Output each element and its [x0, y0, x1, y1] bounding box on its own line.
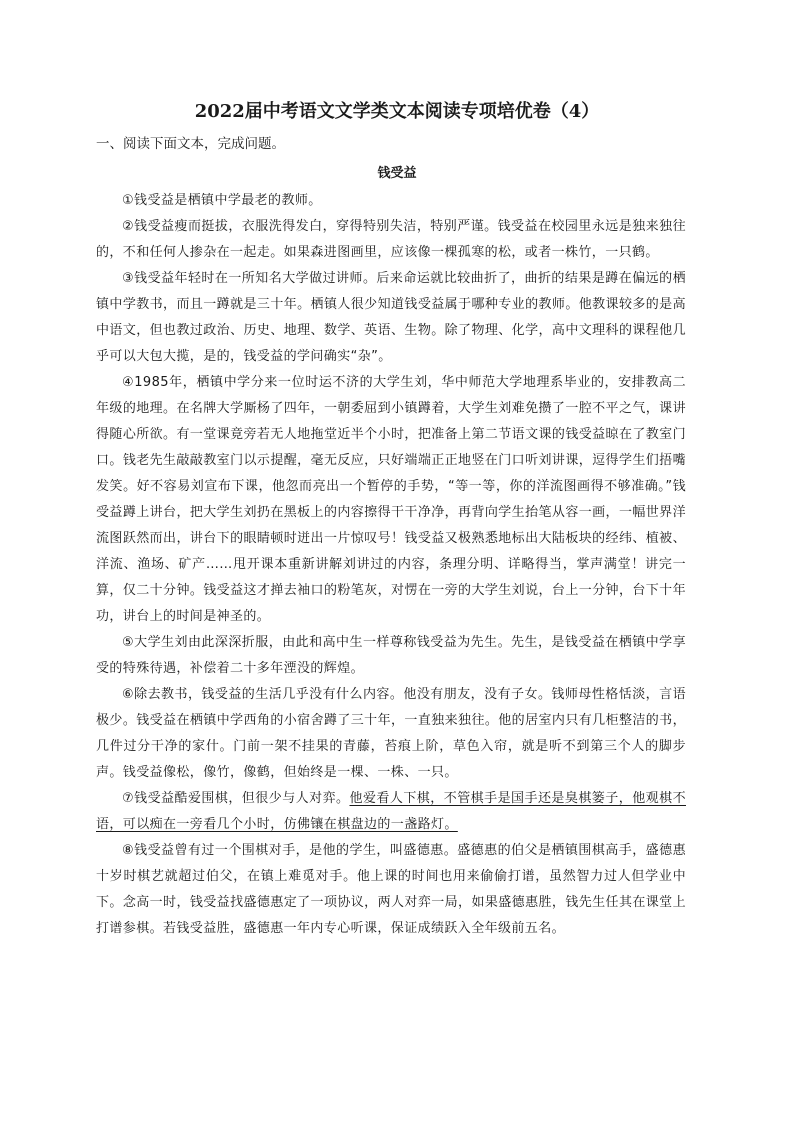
- paragraph-7: [96, 786, 686, 838]
- section-heading: 一、阅读下面文本，完成问题。: [96, 136, 285, 152]
- paragraph-text: ②钱受益瘦而挺拔，衣服洗得发白，穿得特别失洁，特别严谨。钱受益在校园里永远是独来独往的，不和任何人掺杂在一起走。如果森进图画里，应该像一棵孤寒的松，或者一株竹，一只鹤。: [96, 219, 686, 260]
- essay-title: 钱受益: [377, 166, 417, 181]
- paragraph-text: ⑧钱受益曾有过一个围棋对手，是他的学生，叫盛德惠。盛德惠的伯父是栖镇围棋高手，盛德惠十岁时棋艺就超过伯父，在镇上难觅对手。他上课的时间也用来偷偷打谱，虽然智力过人但学业中下。念高一时，钱受益找盛德惠定了一项协议，两人对弈一局，如果盛德惠胜，钱先生任其在课堂上打谱参棋。若钱受益胜，盛德惠一年内专心听课，保证成绩跃入全年级前五名。: [96, 843, 686, 936]
- paragraph-4: [96, 370, 686, 630]
- paragraph-text: ⑦钱受益酷爱围棋，但很少与人对弈。: [122, 791, 350, 806]
- paragraph-text: ①钱受益是栖镇中学最老的教师。: [122, 193, 322, 208]
- paragraph-1: [96, 188, 686, 214]
- paragraph-6: [96, 682, 686, 786]
- paragraph-5: [96, 630, 686, 682]
- paragraph-2: [96, 214, 686, 266]
- underlined-sentence: 他爱看人下棋，不管棋手是国手还是臭棋篓子，他观棋不语，可以痴在一旁看几个小时，仿佛镶在棋盘边的一盏路灯。: [96, 791, 686, 832]
- paragraph-3: [96, 266, 686, 370]
- paragraph-text: ⑤大学生刘由此深深折服，由此和高中生一样尊称钱受益为先生。先生，是钱受益在栖镇中学享受的特殊待遇，补偿着二十多年湮没的辉煌。: [96, 635, 686, 676]
- essay-body: [96, 188, 686, 942]
- document-title: 2022届中考语文文学类文本阅读专项培优卷（4）: [194, 101, 600, 122]
- paragraph-text: ③钱受益年轻时在一所知名大学做过讲师。后来命运就比较曲折了，曲折的结果是蹲在偏远的栖镇中学教书，而且一蹲就是三十年。栖镇人很少知道钱受益属于哪种专业的教师。他教课较多的是高中语文，但也教过政治、历史、地理、数学、英语、生物。除了物理、化学，高中文理科的课程他几乎可以大包大揽，是的，钱受益的学问确实“杂”。: [96, 271, 686, 364]
- paragraph-text: ④1985年，栖镇中学分来一位时运不济的大学生刘，华中师范大学地理系毕业的，安排教高二年级的地理。在名牌大学厮杨了四年，一朝委屈到小镇蹲着，大学生刘难免攒了一腔不平之气，课讲得随心所欲。有一堂课竟旁若无人地拖堂近半个小时，把准备上第二节语文课的钱受益晾在了教室门口。钱老先生敲敲教室门以示提醒，毫无反应，只好端端正正地竖在门口听刘讲课，逗得学生们捂嘴发笑。好不容易刘宣布下课，他忽而亮出一个暂停的手势，“等一等，你的洋流图画得不够准确。”钱受益蹲上讲台，把大学生刘扔在黑板上的内容擦得干干净净，再背向学生抬笔从容一画，一幅世界洋流图跃然而出，讲台下的眼睛顿时迸出一片惊叹号！钱受益又极熟悉地标出大陆板块的经纬、植被、洋流、渔场、矿产……甩开课本重新讲解刘讲过的内容，条理分明、详略得当，掌声满堂！讲完一算，仅二十分钟。钱受益这才掸去袖口的粉笔灰，对愣在一旁的大学生刘说，台上一分钟，台下十年功，讲台上的时间是神圣的。: [96, 375, 686, 624]
- paragraph-8: [96, 838, 686, 942]
- paragraph-text: ⑥除去教书，钱受益的生活几乎没有什么内容。他没有朋友，没有子女。钱师母性格恬淡，言语极少。钱受益在栖镇中学西角的小宿舍蹲了三十年，一直独来独往。他的居室内只有几柜整洁的书，几件过分干净的家什。门前一架不挂果的青藤，苔痕上阶，草色入帘，就是听不到第三个人的脚步声。钱受益像松，像竹，像鹤，但始终是一棵、一株、一只。: [96, 687, 686, 780]
